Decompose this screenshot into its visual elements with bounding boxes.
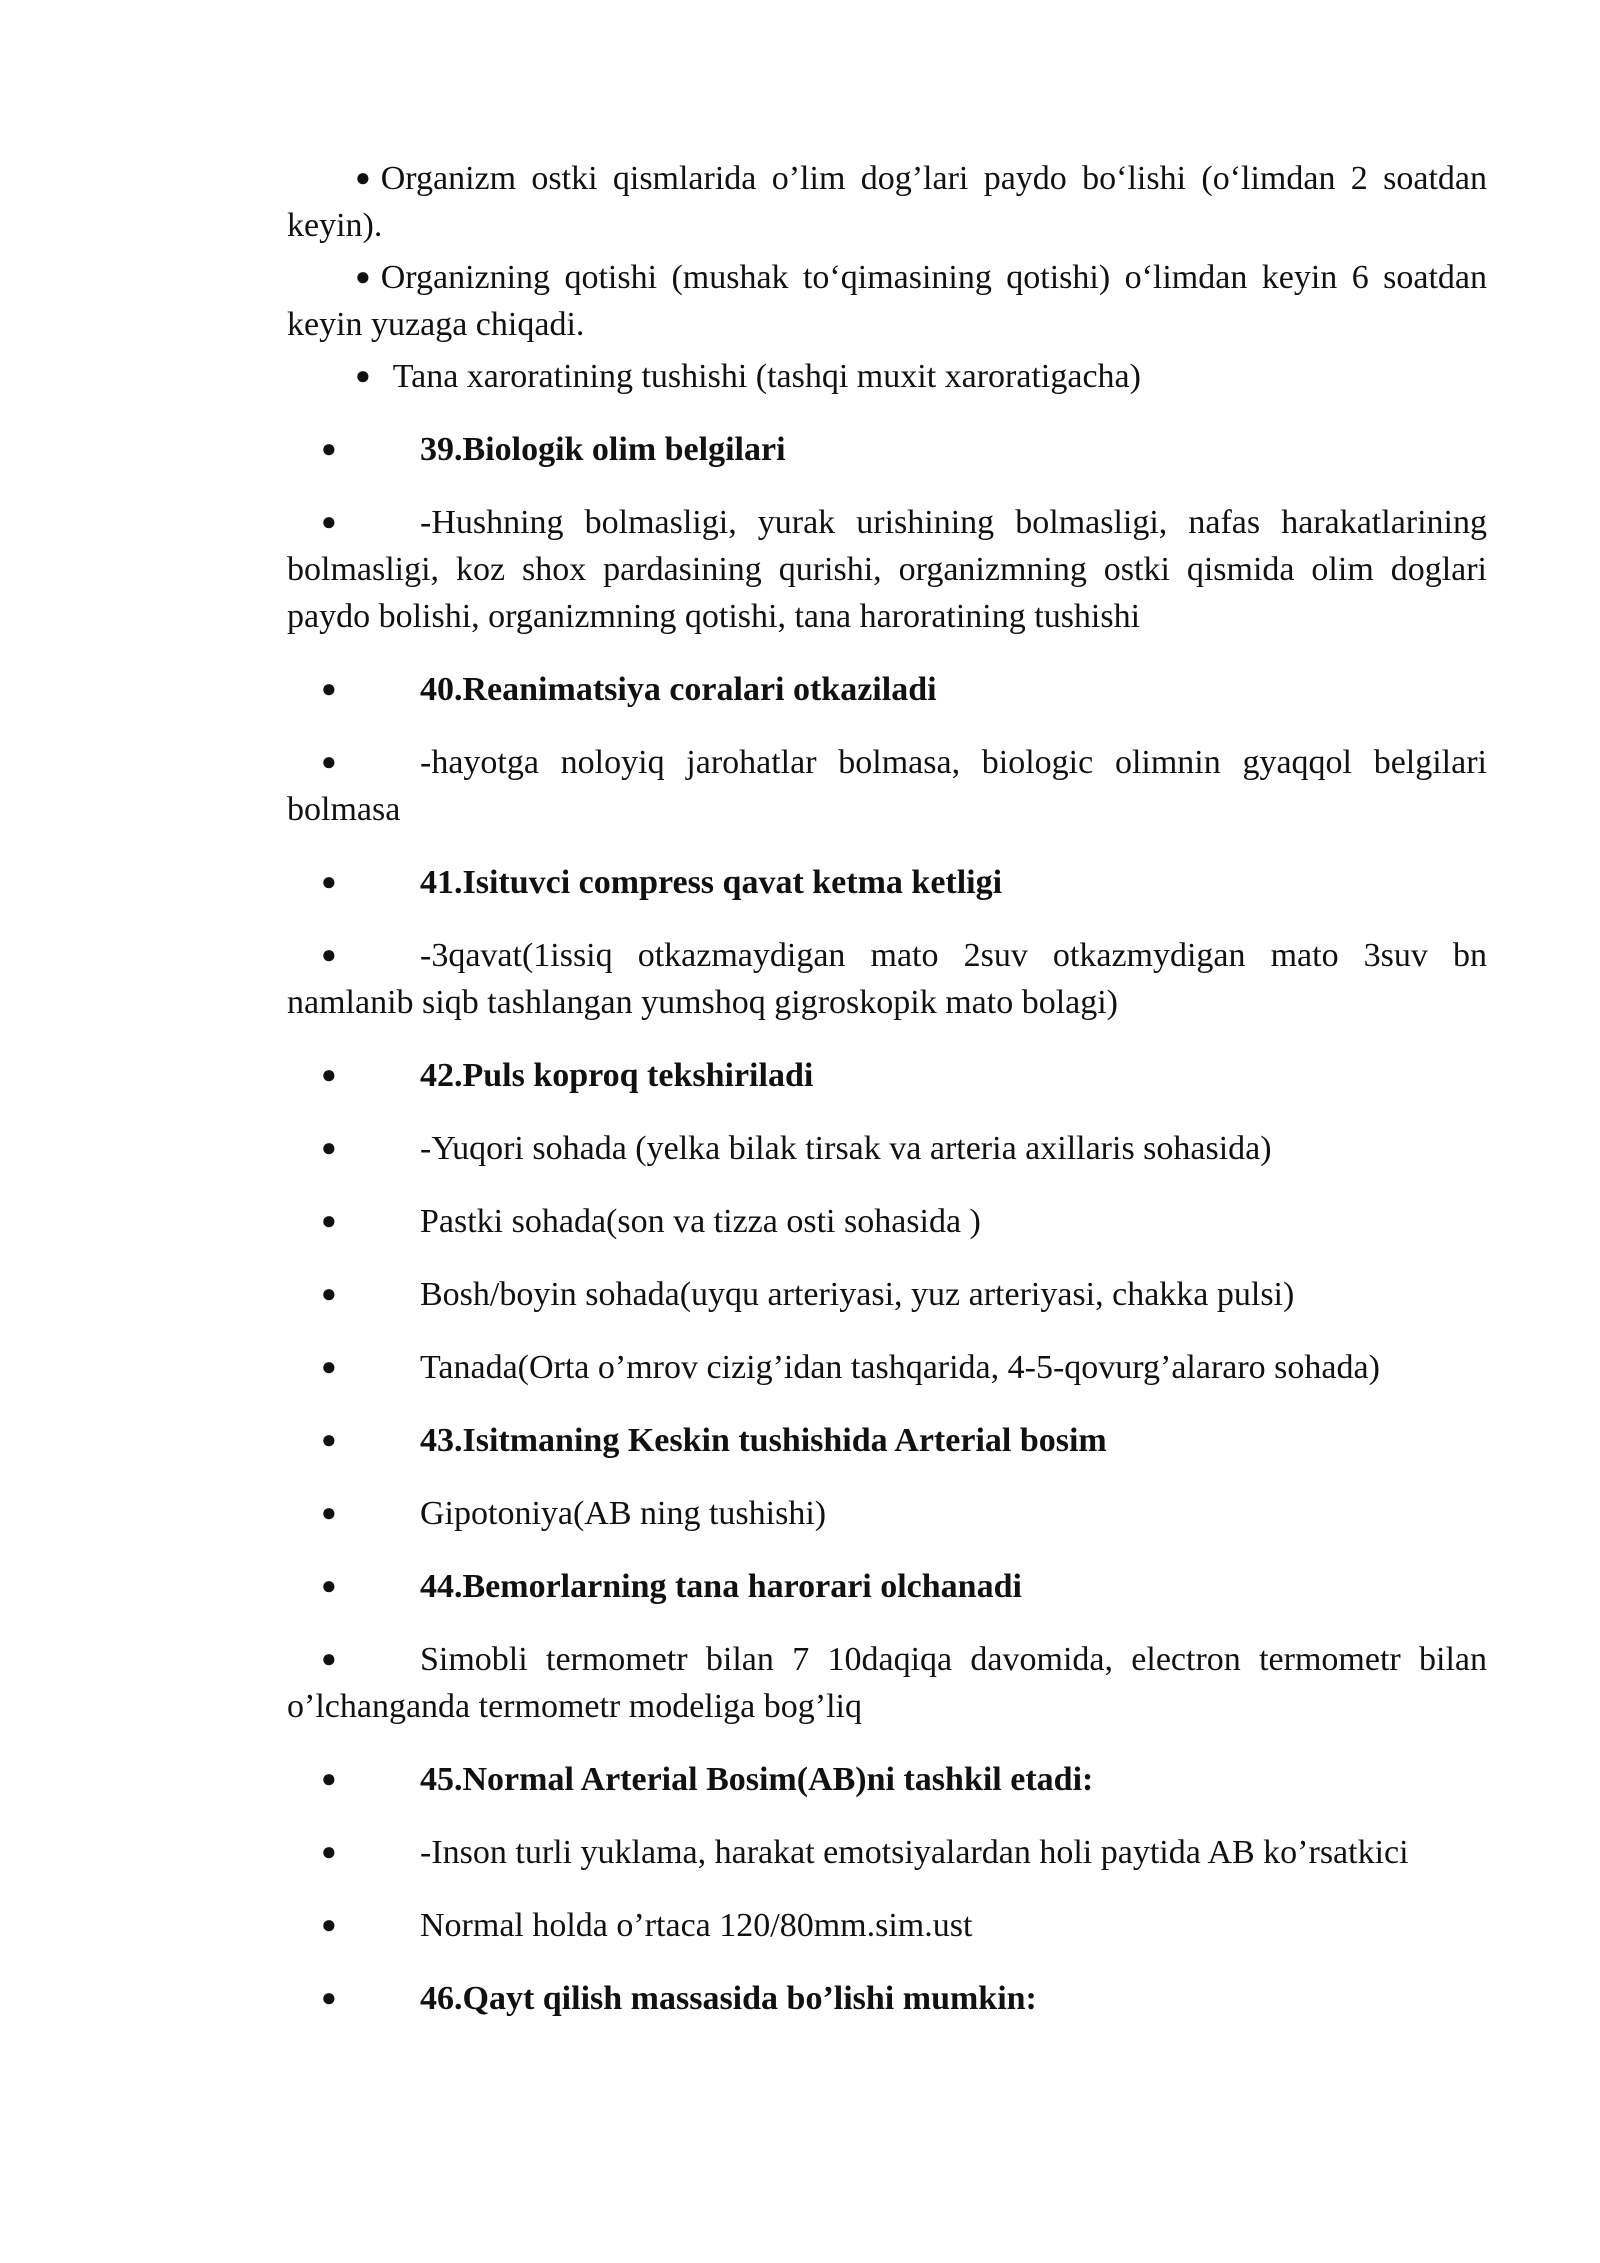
list-item-text: Pastki sohada(son va tizza osti sohasida ) [420, 1203, 981, 1240]
section-heading [287, 1974, 1487, 2022]
bullet-icon: ● [321, 434, 337, 463]
list-item-text: -3qavat(1issiq otkazmaydigan mato 2suv otkazmydigan mato 3suv bn namlanib siqb tashlangan yumshoq gigroskopik mato bolagi) [287, 937, 1487, 1021]
section-heading [287, 1416, 1487, 1464]
heading-text: 39.Biologik olim belgilari [420, 431, 786, 468]
section-heading [287, 425, 1487, 473]
list-item-text: Organizm ostki qismlarida o’lim dog’lari paydo bo‘lishi (o‘limdan 2 soatdan keyin). [287, 160, 1487, 244]
list-item-text: -hayotga noloyiq jarohatlar bolmasa, biologic olimnin gyaqqol belgilari bolmasa [287, 744, 1487, 828]
list-item-text: -Inson turli yuklama, harakat emotsiyalardan holi paytida AB ko’rsatkici [420, 1834, 1409, 1871]
list-item-text: Tana xaroratining tushishi (tashqi muxit xaroratigacha) [392, 358, 1141, 395]
list-item [287, 1489, 1487, 1537]
section-heading [287, 665, 1487, 713]
bullet-icon: ● [321, 747, 337, 776]
bullet-icon: ● [321, 1764, 337, 1793]
bullet-icon: ● [321, 1206, 337, 1235]
bullet-icon: ● [321, 1060, 337, 1089]
bullet-icon: ● [355, 262, 371, 291]
bullet-icon: ● [321, 507, 337, 536]
section-heading [287, 1562, 1487, 1610]
list-item-text: Simobli termometr bilan 7 10daqiqa davomida, electron termometr bilan o’lchanganda termometr modeliga bog’liq [287, 1641, 1487, 1725]
list-item-text: Organizning qotishi (mushak to‘qimasining qotishi) o‘limdan keyin 6 soatdan keyin yuzaga chiqadi. [287, 259, 1487, 343]
bullet-icon: ● [355, 163, 371, 192]
list-item [287, 352, 1487, 400]
bullet-icon: ● [321, 1133, 337, 1162]
bullet-icon: ● [321, 1352, 337, 1381]
bullet-icon: ● [321, 674, 337, 703]
bullet-icon: ● [321, 867, 337, 896]
list-item [287, 931, 1487, 1026]
heading-text: 46.Qayt qilish massasida bo’lishi mumkin: [420, 1980, 1037, 2017]
list-item-text: Bosh/boyin sohada(uyqu arteriyasi, yuz arteriyasi, chakka pulsi) [420, 1276, 1295, 1313]
list-item-text: Normal holda o’rtaca 120/80mm.sim.ust [420, 1907, 973, 1944]
list-item-text: Tanada(Orta o’mrov cizig’idan tashqarida, 4-5-qovurg’alararo sohada) [420, 1349, 1380, 1386]
heading-text: 45.Normal Arterial Bosim(AB)ni tashkil etadi: [420, 1761, 1094, 1798]
document-page [287, 154, 1487, 2022]
list-item [287, 1124, 1487, 1172]
bullet-icon: ● [321, 940, 337, 969]
heading-text: 40.Reanimatsiya coralari otkaziladi [420, 671, 937, 708]
bullet-icon: ● [321, 1425, 337, 1454]
list-item [287, 498, 1487, 640]
section-heading [287, 1051, 1487, 1099]
bullet-icon: ● [321, 1279, 337, 1308]
list-item [287, 738, 1487, 833]
list-item [287, 1197, 1487, 1245]
heading-text: 42.Puls koproq tekshiriladi [420, 1057, 814, 1094]
list-item-text: Gipotoniya(AB ning tushishi) [420, 1495, 827, 1532]
section-heading [287, 858, 1487, 906]
heading-text: 41.Isituvci compress qavat ketma ketligi [420, 864, 1003, 901]
list-item [287, 1270, 1487, 1318]
list-item [287, 253, 1487, 348]
bullet-icon: ● [321, 1837, 337, 1866]
bullet-icon: ● [321, 1571, 337, 1600]
list-item [287, 1901, 1487, 1949]
bullet-icon: ● [321, 1910, 337, 1939]
bullet-icon: ● [321, 1983, 337, 2012]
list-item-text: -Yuqori sohada (yelka bilak tirsak va arteria axillaris sohasida) [420, 1130, 1272, 1167]
list-item-text: -Hushning bolmasligi, yurak urishining bolmasligi, nafas harakatlarining bolmasligi, koz shox pardasining qurishi, organizmning ostki qismida olim doglari paydo bolishi, organizmning qotishi, tana haroratining tushishi [287, 504, 1487, 635]
list-item [287, 1343, 1487, 1391]
section-heading [287, 1755, 1487, 1803]
heading-text: 44.Bemorlarning tana harorari olchanadi [420, 1568, 1022, 1605]
list-item [287, 1635, 1487, 1730]
bullet-icon: ● [321, 1498, 337, 1527]
list-item [287, 1828, 1487, 1876]
list-item [287, 154, 1487, 249]
bullet-icon: ● [355, 361, 371, 390]
heading-text: 43.Isitmaning Keskin tushishida Arterial bosim [420, 1422, 1107, 1459]
bullet-icon: ● [321, 1644, 337, 1673]
